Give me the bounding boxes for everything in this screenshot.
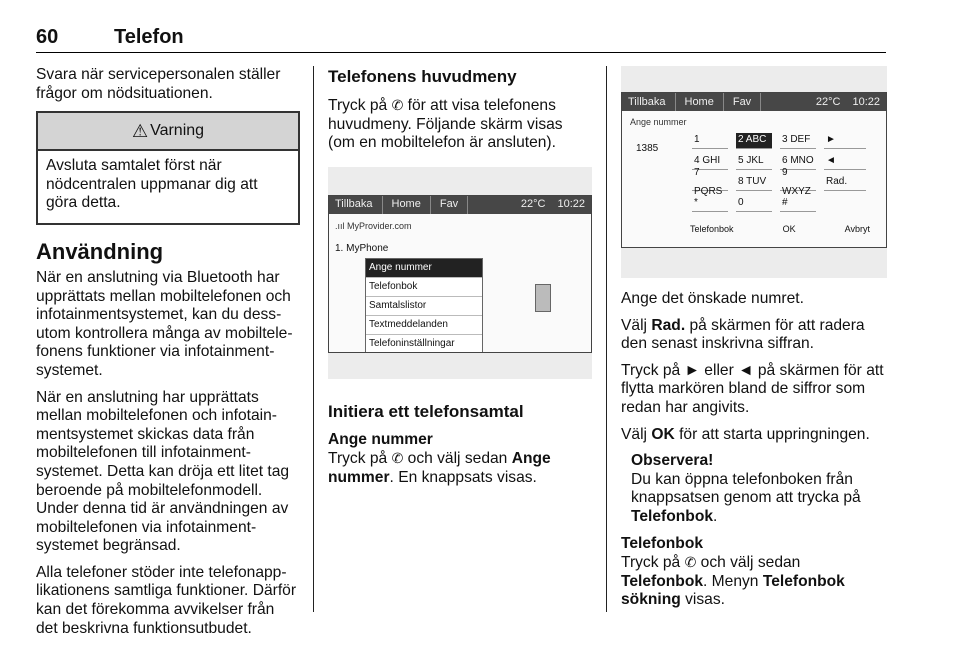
page-title: Telefon	[114, 26, 184, 48]
phone-name: 1. MyPhone	[335, 243, 389, 255]
text: Rad.	[651, 316, 686, 334]
menu-item-call-lists[interactable]: Samtalslistor	[366, 297, 482, 316]
phonebook-button[interactable]: Telefonbok	[690, 224, 734, 235]
column-3	[621, 66, 887, 618]
intro-paragraph: Svara när servicepersonalen ställer frågor om nödsituationen.	[36, 66, 281, 102]
paragraph	[328, 449, 592, 487]
keypad-row	[692, 196, 874, 212]
column-2	[328, 66, 592, 496]
note-title: Observera!	[631, 452, 714, 470]
section-heading: Initiera ett telefonsamtal	[328, 401, 524, 421]
clock: 10:22	[557, 198, 585, 211]
key-1[interactable]: 1	[692, 133, 728, 149]
page-header	[36, 22, 886, 53]
warning-header	[38, 113, 298, 151]
text: . Menyn	[703, 572, 759, 590]
tab-fav[interactable]: Fav	[431, 195, 468, 214]
text: Ange nummer	[328, 450, 551, 486]
text: Du kan öppna telefonboken från knappsatsen genom att trycka på	[631, 470, 861, 507]
text: Tryck på	[621, 554, 681, 572]
ok-button[interactable]: OK	[782, 224, 796, 235]
key-0[interactable]: 0	[736, 196, 772, 212]
column-divider	[606, 66, 607, 612]
clock: 10:22	[852, 95, 880, 108]
infotainment-screen	[621, 92, 887, 248]
key-2[interactable]: 2 ABC	[736, 133, 772, 149]
key-star[interactable]: *	[692, 196, 728, 212]
warning-title: Varning	[150, 121, 205, 139]
menu-item-enter-number[interactable]: Ange nummer	[366, 259, 482, 278]
menu-item-text-messages[interactable]: Textmeddelanden	[366, 316, 482, 335]
page-number: 60	[36, 26, 59, 48]
top-bar	[622, 93, 886, 111]
keypad-row	[692, 166, 874, 197]
warning-box	[36, 111, 300, 225]
text: Telefonbok	[621, 572, 704, 590]
entered-number: 1385	[636, 142, 659, 154]
section-heading: Användning	[36, 238, 164, 264]
text: Välj	[621, 425, 648, 443]
key-3[interactable]: 3 DEF	[780, 133, 816, 149]
keypad-screenshot	[621, 66, 887, 278]
text: Telefonbok	[631, 507, 714, 525]
text: för att starta uppringningen.	[679, 425, 870, 443]
paragraph	[621, 553, 887, 610]
text: Tryck på	[328, 450, 388, 468]
text: OK	[651, 425, 675, 443]
phone-icon: ✆	[391, 97, 404, 113]
warning-text: Avsluta samtalet först när nödcentralen uppmanar dig att göra detta.	[46, 157, 258, 212]
note-text	[631, 471, 887, 527]
text: . En knappsats visas.	[389, 468, 537, 486]
keypad	[692, 133, 874, 217]
text: .	[713, 507, 718, 525]
subheading: Telefonbok	[621, 534, 704, 552]
paragraph: Ange det önskade numret.	[621, 290, 804, 307]
paragraph	[621, 317, 887, 354]
tab-home[interactable]: Home	[383, 195, 431, 214]
tab-home[interactable]: Home	[676, 93, 724, 112]
text: visas.	[685, 591, 725, 609]
tab-back[interactable]: Tillbaka	[628, 93, 676, 112]
key-6[interactable]: 6 MNO	[780, 154, 816, 170]
subheading: Ange nummer	[328, 430, 433, 448]
mobile-phone-icon	[535, 284, 551, 312]
text: Välj	[621, 316, 648, 334]
key-8[interactable]: 8 TUV	[736, 175, 772, 191]
provider-line	[329, 214, 591, 239]
note-box	[621, 452, 887, 526]
softkey-row	[690, 220, 870, 239]
cancel-button[interactable]: Avbryt	[844, 224, 870, 235]
warning-icon: ⚠	[131, 120, 149, 141]
key-9[interactable]: 9 WXYZ	[780, 175, 816, 191]
menu-item-phone-settings[interactable]: Telefoninställningar	[366, 335, 482, 353]
top-bar	[329, 196, 591, 214]
phone-main-menu-screenshot	[328, 167, 592, 379]
tab-fav[interactable]: Fav	[724, 93, 761, 112]
key-7[interactable]: 7 PQRS	[692, 175, 728, 191]
phone-icon: ✆	[391, 450, 404, 467]
phone-menu	[365, 258, 483, 353]
column-1	[36, 66, 300, 646]
paragraph	[328, 96, 592, 153]
tab-back[interactable]: Tillbaka	[335, 195, 383, 214]
text: på skärmen för att radera den senast inskrivna siffran.	[621, 316, 865, 353]
screen-label: Ange nummer	[630, 117, 687, 127]
paragraph	[621, 426, 887, 445]
paragraph: När en anslutning har upprättats mellan mobiltelefonen och infotainmentsystemet skickas data från mobiltelefonen till infotainmentsystemet. Detta kan dröja ett litet tag beroende på mobiltelefonmodell. Under denna tid är användningen av mobiltelefonen via infotainmentsystemet begränsad.	[36, 388, 290, 555]
temperature: 22°C	[815, 95, 841, 108]
text: och välj sedan	[407, 450, 508, 468]
key-5[interactable]: 5 JKL	[736, 154, 772, 170]
cursor-right-button[interactable]: ►	[824, 133, 866, 149]
text: för att visa telefonens huvudmeny. Följande skärm visas (om en mobiltelefon är ansluten).	[328, 97, 563, 152]
key-4[interactable]: 4 GHI	[692, 154, 728, 170]
paragraph: När en anslutning via Bluetooth har upprättats mellan mobiltelefonen och infotainmentsystemet, kan du dessutom kontrollera många av mobiltelefonens funktioner via infotainmentsystemet.	[36, 268, 293, 379]
signal-icon: .ııl	[335, 220, 348, 231]
infotainment-screen	[328, 195, 592, 353]
temperature: 22°C	[520, 198, 546, 211]
provider-name: MyProvider.com	[347, 220, 412, 231]
column-divider	[313, 66, 314, 612]
key-hash[interactable]: #	[780, 196, 816, 212]
text: och välj sedan	[700, 554, 801, 572]
delete-button[interactable]: Rad.	[824, 175, 866, 191]
paragraph: Tryck på ► eller ◄ på skärmen för att flytta markören bland de siffror som redan har angivits.	[621, 361, 884, 416]
menu-item-phonebook[interactable]: Telefonbok	[366, 278, 482, 297]
paragraph: Alla telefoner stöder inte telefonapplikationens samtliga funktioner. Därför kan det förekomma avvikelser från det beskrivna funktionsutbudet.	[36, 563, 297, 637]
text: Tryck på	[328, 97, 388, 114]
phone-icon: ✆	[684, 554, 697, 571]
text: Telefonbok sökning	[621, 572, 845, 609]
cursor-left-button[interactable]: ◄	[824, 154, 866, 170]
keypad-row	[692, 133, 874, 149]
section-heading: Telefonens huvudmeny	[328, 67, 517, 86]
